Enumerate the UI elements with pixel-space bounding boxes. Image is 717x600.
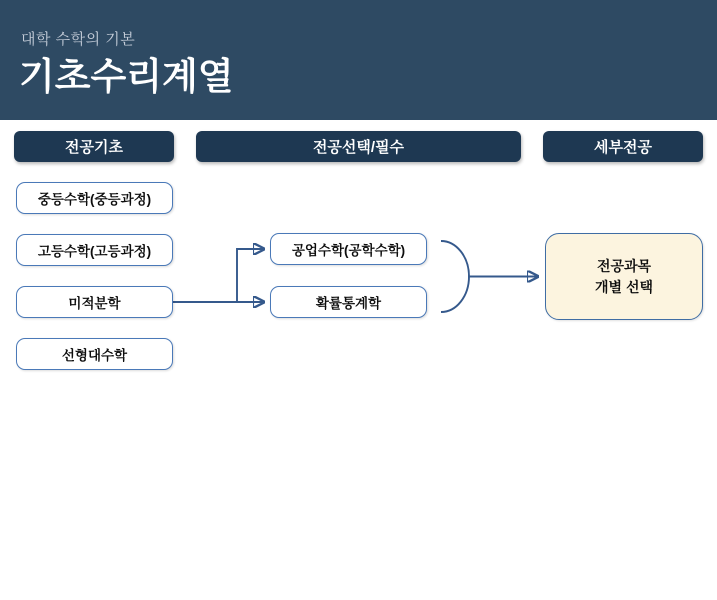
page-subtitle: 대학 수학의 기본: [21, 31, 136, 48]
node-high-school-math: 고등수학(고등과정): [16, 234, 173, 266]
node-middle-school-math: 중등수학(중등과정): [16, 182, 173, 214]
column-header-major-basics: 전공기초: [14, 131, 174, 162]
node-probability-statistics: 확률통계학: [270, 286, 427, 318]
column-header-major-elective-required: 전공선택/필수: [196, 131, 521, 162]
node-calculus: 미적분학: [16, 286, 173, 318]
header-banner: [0, 0, 717, 120]
connector-calculus-to-engineering-math: [237, 249, 264, 302]
merge-arc: [441, 241, 469, 312]
detail-node-line2: 개별 선택: [595, 278, 653, 295]
node-linear-algebra: 선형대수학: [16, 338, 173, 370]
node-engineering-math: 공업수학(공학수학): [270, 233, 427, 265]
page-title: 기초수리계열: [19, 56, 234, 97]
node-major-course-individual-selection: [545, 233, 703, 320]
detail-node-line1: 전공과목: [596, 258, 652, 275]
column-header-detailed-major: 세부전공: [543, 131, 703, 162]
